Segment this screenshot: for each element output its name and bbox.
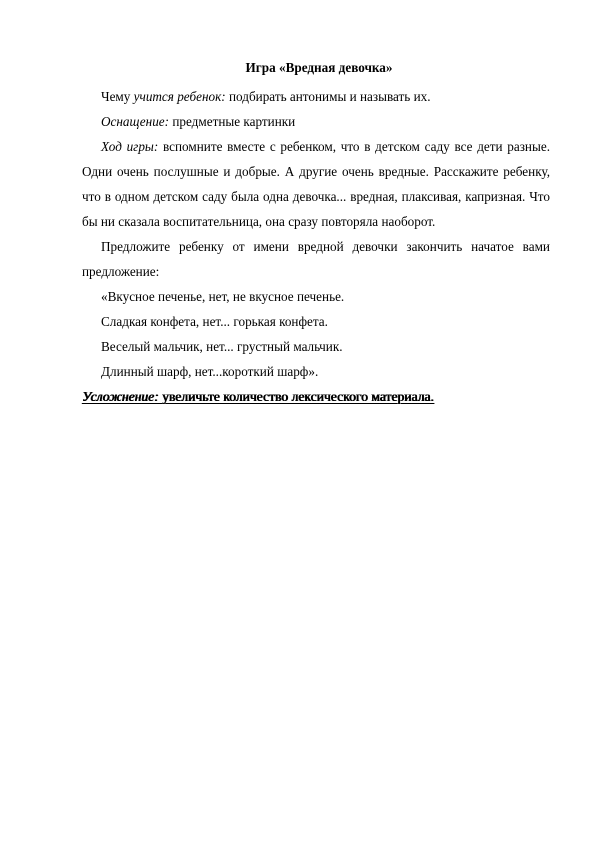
- paragraph-complication: [82, 384, 550, 409]
- paragraph-instruction: Предложите ребенку от имени вредной девочки закончить начатое вами предложение:: [82, 239, 550, 279]
- example-line: «Вкусное печенье, нет, не вкусное печенье.: [101, 289, 345, 304]
- equipment-label: Оснащение:: [101, 114, 170, 129]
- game-flow-text: вспомните вместе с ребенком, что в детском саду все дети разные. Одни очень послушные и добрые. А другие очень вредные. Расскажите ребенку, что в одном детском саду была одна девочка... вредная, плаксивая, капризная. Что бы ни сказала воспитательница, она сразу повторяла наоборот.: [82, 139, 551, 229]
- paragraph-equipment: [82, 109, 550, 134]
- goal-text: подбирать антонимы и называть их.: [225, 89, 431, 104]
- goal-prefix: Чему: [101, 89, 134, 104]
- paragraph-goal: [82, 84, 550, 109]
- example-line: Длинный шарф, нет...короткий шарф».: [101, 364, 319, 379]
- document-page: [82, 55, 550, 409]
- game-flow-label: Ход игры:: [101, 139, 159, 154]
- complication-text: увеличьте количество лексического материала.: [158, 389, 434, 404]
- document-title: Игра «Вредная девочка»: [245, 60, 393, 75]
- goal-label: учится ребенок:: [133, 89, 226, 104]
- complication-label: Усложнение:: [82, 389, 159, 404]
- example-line: Веселый мальчик, нет... грустный мальчик.: [101, 339, 343, 354]
- paragraph-game-flow: [82, 134, 550, 234]
- equipment-text: предметные картинки: [169, 114, 296, 129]
- example-line: Сладкая конфета, нет... горькая конфета.: [101, 314, 328, 329]
